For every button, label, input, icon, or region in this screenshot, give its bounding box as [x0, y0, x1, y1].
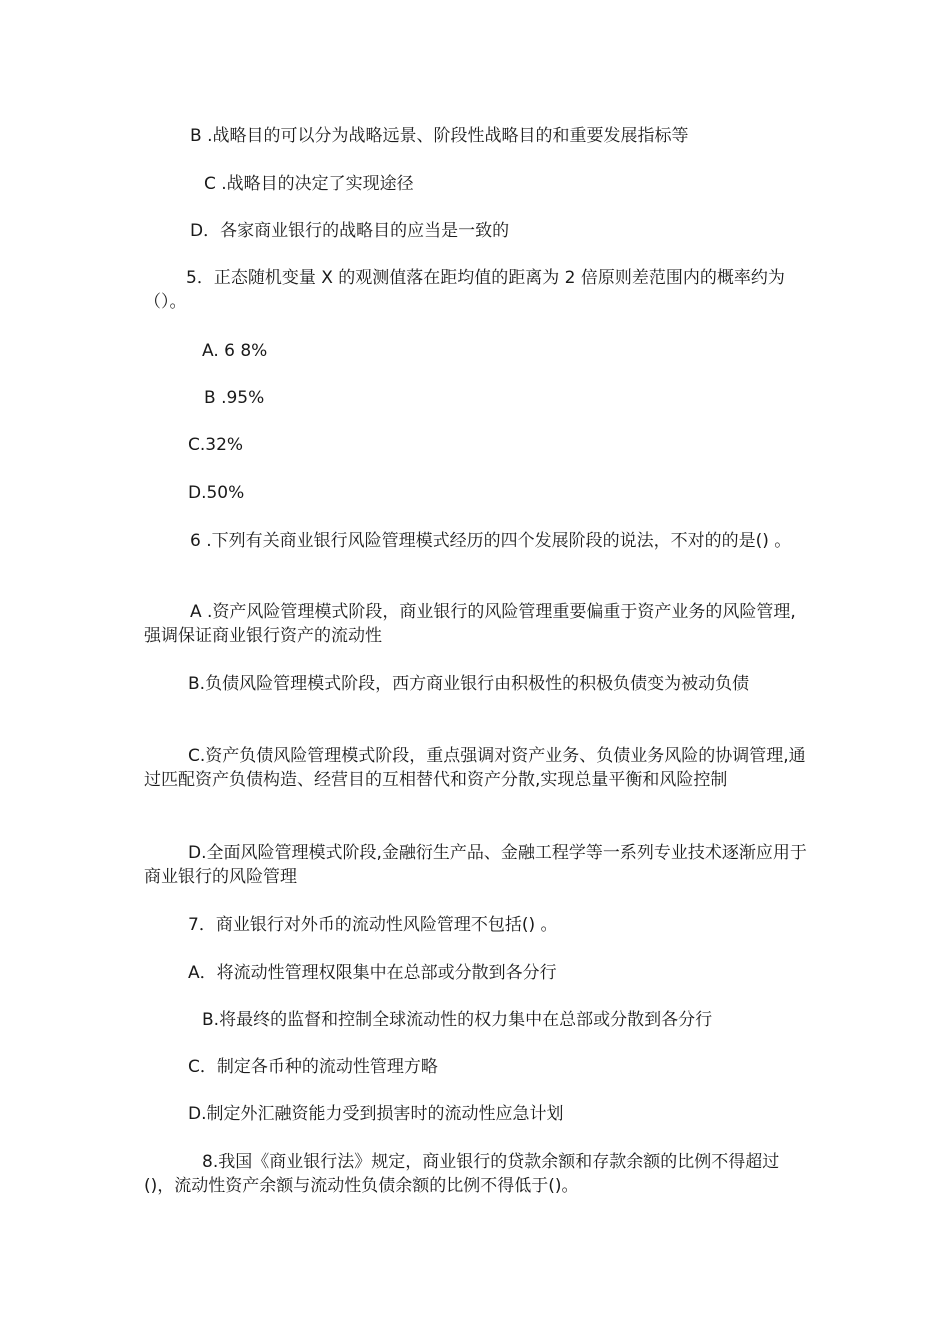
- question-7: 7．商业银行对外币的流动性风险管理不包括() 。: [188, 915, 558, 935]
- option-b-q7: B.将最终的监督和控制全球流动性的权力集中在总部或分散到各分行: [202, 1010, 713, 1030]
- option-d-q6: D.全面风险管理模式阶段,金融衍生产品、金融工程学等一系列专业技术逐渐应用于商业银行的风险管理: [144, 843, 807, 887]
- question-6: 6 .下列有关商业银行风险管理模式经历的四个发展阶段的说法，不对的的是() 。: [190, 531, 792, 551]
- option-c-q6: C.资产负债风险管理模式阶段，重点强调对资产业务、负债业务风险的协调管理,通过匹配资产负债构造、经营目的互相替代和资产分散,实现总量平衡和风险控制: [144, 746, 806, 790]
- option-b-q5: B .95%: [204, 388, 265, 408]
- option-b-q6: B.负债风险管理模式阶段，西方商业银行由积极性的积极负债变为被动负债: [188, 674, 750, 694]
- question-5: 5．正态随机变量 X 的观测值落在距均值的距离为 2 倍原则差范围内的概率约为（）。: [144, 268, 785, 312]
- option-d-q4: D．各家商业银行的战略目的应当是一致的: [190, 221, 510, 241]
- question-8: 8.我国《商业银行法》规定，商业银行的贷款余额和存款余额的比例不得超过()，流动性资产余额与流动性负债余额的比例不得低于()。: [144, 1152, 780, 1196]
- option-d-q7: D.制定外汇融资能力受到损害时的流动性应急计划: [188, 1104, 564, 1124]
- option-d-q5: D.50%: [188, 483, 245, 503]
- option-c-q5: C.32%: [188, 435, 244, 455]
- option-a-q6: A .资产风险管理模式阶段，商业银行的风险管理重要偏重于资产业务的风险管理,强调保证商业银行资产的流动性: [144, 602, 796, 646]
- option-b-q4: B .战略目的可以分为战略远景、阶段性战略目的和重要发展指标等: [190, 126, 689, 146]
- option-a-q5: A. 6 8%: [202, 341, 268, 361]
- option-c-q7: C．制定各币种的流动性管理方略: [188, 1057, 438, 1077]
- option-a-q7: A．将流动性管理权限集中在总部或分散到各分行: [188, 963, 557, 983]
- option-c-q4: C .战略目的决定了实现途径: [204, 174, 414, 194]
